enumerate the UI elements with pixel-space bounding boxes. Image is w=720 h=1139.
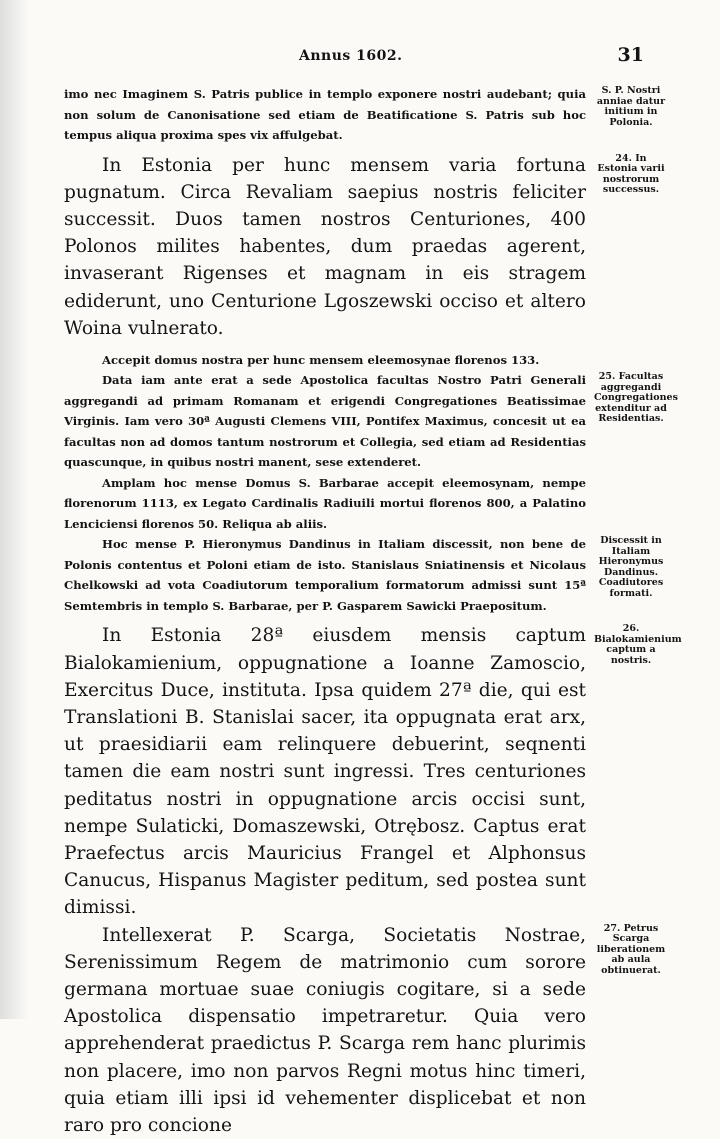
paragraph-row xyxy=(64,370,678,473)
book-page xyxy=(64,44,682,1139)
marginal-note: S. P. Nostri anniae datur initium in Polonia. xyxy=(596,85,666,128)
paragraph-domus-barbarae: Amplam hoc mense Domus S. Barbarae accepit eleemosynam, nempe florenorum 1113, ex Legato Cardinalis Radiuili mortui florenos 800, a Palatino Lenciciensi florenos 50. Reliqua ab aliis. xyxy=(64,475,586,531)
marginal-note: Discessit in Italiam Hieronymus Dandinus. Coadiutores formati. xyxy=(598,535,664,599)
page-number: 31 xyxy=(617,44,644,66)
marginal-note xyxy=(594,350,668,352)
paragraph-scarga: Intellexerat P. Scarga, Societatis Nostrae, Serenissimum Regem de matrimonio cum sorore germana mortuae suae coniugis cogitare, si a sede Apostolica dispensatio impetraretur. Quia vero apprehenderat praedictus P. Scarga rem hanc plurimis non placere, imo non parvos Regni motus hinc timeri, quia etiam illi ipsi id vehementer displicebat et non raro pro concione xyxy=(64,924,586,1137)
page-header xyxy=(64,44,674,84)
paragraph-continuation: imo nec Imaginem S. Patris publice in templo exponere nostri audebant; quia non solum de Canonisatione sed etiam de Beatificatione S. Patris sub hoc tempus aliqua proxima spes vix affulgebat. xyxy=(64,87,586,142)
marginal-note: 27. Petrus Scarga liberationem ab aula obtinuerat. xyxy=(596,922,666,976)
marginal-note: 25. Facultas aggregandi Congregationes extenditur ad Residentias. xyxy=(594,371,678,425)
paragraph-row xyxy=(64,622,682,921)
paragraph-row xyxy=(64,84,674,146)
marginal-note xyxy=(594,473,668,475)
paragraph-row xyxy=(64,922,674,1139)
paragraph-dandinus: Hoc mense P. Hieronymus Dandinus in Italiam discessit, non bene de Polonis contentus et Poloni etiam de isto. Stanislaus Sniatinensis et Nicolaus Chelkowski ad vota Coadiutorum temporalium formatorum admissi sunt 15ª Semtembris in templo S. Barbarae, per P. Gasparem Sawicki Praepositum. xyxy=(64,537,586,613)
paragraph-facultas: Data iam ante erat a sede Apostolica facultas Nostro Patri Generali aggregandi ad primam Romanam et erigendi Congregationes Beatissimae Virginis. Iam vero 30ª Augusti Clemens VIII, Pontifex Maximus, concesit ut ea facultas non ad domos tantum nostrorum et Collegia, sed etiam ad Residentias quascunque, in quibus nostri manent, sese extenderet. xyxy=(64,373,586,470)
paragraph-estonia: In Estonia per hunc mensem varia fortuna pugnatum. Circa Revaliam saepius nostris feliciter successit. Duos tamen nostros Centuriones, 400 Polonos milites habentes, dum praedas agerent, invaserant Rigenses et magnam in eis stragem ediderunt, uno Centurione Lgoszewski occiso et altero Woina vulnerato. xyxy=(64,154,586,339)
paragraph-row xyxy=(64,350,674,371)
marginal-note: 26. Bialokamienium captum a nostris. xyxy=(594,623,682,666)
paragraph-row xyxy=(64,534,674,616)
page-edge-shadow xyxy=(0,0,28,1019)
paragraph-bialokamienium: In Estonia 28ª eiusdem mensis captum Bialokamienium, oppugnatione a Ioanne Zamoscio, Exercitus Duce, instituta. Ipsa quidem 27ª die, qui est Translationi B. Stanislai sacer, ita oppugnata erat arx, ut praesidiarii eam relinquere debuerint, seqnenti tamen die eam nostri sunt ingressi. Tres centuriones peditatus nostri in oppugnatione arcis occisi sunt, nempe Sulaticki, Domaszewski, Otrębosz. Captus erat Praefectus arcis Mauricius Frangel et Alphonsus Canucus, Hispanus Magister peditum, sed postea sunt dimissi. xyxy=(64,625,586,919)
marginal-note: 24. In Estonia varii nostrorum successus. xyxy=(597,152,665,195)
paragraph-row xyxy=(64,473,674,535)
paragraph-eleemosyna: Accepit domus nostra per hunc mensem eleemosynae florenos 133. xyxy=(102,352,540,367)
paragraph-row xyxy=(64,152,674,342)
running-title: Annus 1602. xyxy=(299,48,403,64)
